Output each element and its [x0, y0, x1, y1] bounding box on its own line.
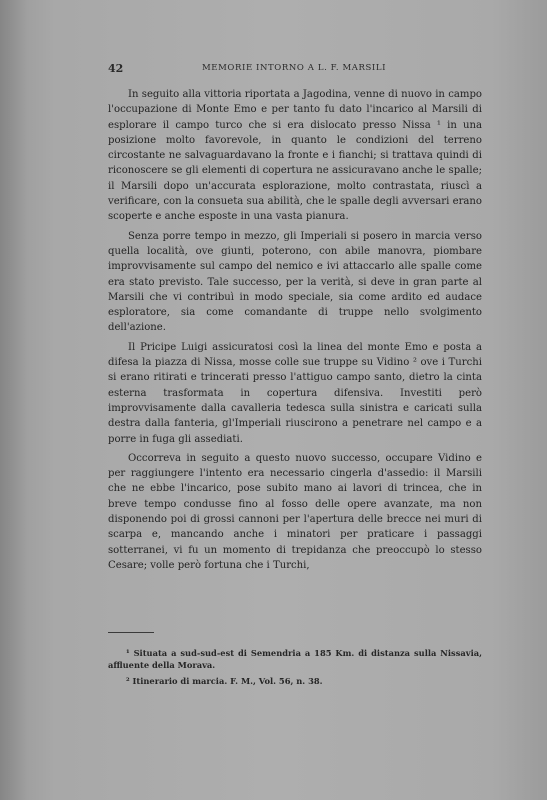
main-text	[108, 87, 482, 573]
page-number: 42	[108, 62, 124, 75]
page-shadow	[0, 0, 28, 800]
paragraph-3: Il Pricipe Luigi assicuratosi così la linea del monte Emo e posta a difesa la piazza di Nissa, mosse colle sue truppe su Vidino ² ove i Turchi si erano ritirati e trincerati presso l'attiguo campo santo, dietro la cinta esterna trasformata in copertura difensiva. Investiti però improvvisamente dalla cavalleria tedesca sulla sinistra e caricati sulla destra dalla fanteria, gl'Imperiali riuscirono a penetrare nel campo e a porre in fuga gli assediati.	[108, 341, 482, 445]
footnote-divider	[108, 632, 154, 633]
running-title: MEMORIE INTORNO A L. F. MARSILI	[202, 63, 387, 73]
footnotes	[108, 647, 482, 690]
paragraph-2: Senza porre tempo in mezzo, gli Imperiali si posero in marcia verso quella località, ove giunti, poterono, con abile manovra, piombare improvvisamente sul campo del nemico e ivi attaccarlo alle spalle come era stato previsto. Tale successo, per la verità, si deve in gran parte al Marsili che vi contribuì in modo speciale, sia come ardito ed audace esploratore, sia come comandante di truppe nello svolgimento dell'azione.	[108, 230, 482, 334]
page-header	[108, 62, 484, 76]
paragraph-1: In seguito alla vittoria riportata a Jagodina, venne di nuovo in campo l'occupazione di Monte Emo e per tanto fu dato l'incarico al Marsili di esplorare il campo turco che si era dislocato presso Nissa ¹ in una posizione molto favorevole, in quanto le condizioni del terreno circostante ne salvaguardavano la fronte e i fianchi; si trattava quindi di riconoscere se gli elementi di copertura ne assicuravano anche le spalle; il Marsili dopo un'accurata esplorazione, molto contrastata, riuscì a verificare, con la consueta sua abilità, che le spalle degli avversari erano scoperte e anche esposte in una vasta pianura.	[108, 89, 482, 223]
footnote-2: ² Itinerario di marcia. F. M., Vol. 56, n. 38.	[126, 675, 323, 686]
footnote-1: ¹ Situata a sud-sud-est di Semendria a 185 Km. di distanza sulla Nissavia, affluente della Morava.	[108, 648, 482, 671]
paragraph-4: Occorreva in seguito a questo nuovo successo, occupare Vidino e per raggiungere l'intento era necessario cingerla d'assedio: il Marsili che ne ebbe l'incarico, pose subito mano ai lavori di trincea, che in breve tempo condusse fino al fosso delle opere avanzate, ma non disponendo poi di grossi cannoni per l'apertura delle brecce nei muri di scarpa e, mancando anche i minatori per praticare i passaggi sotterranei, vi fu un momento di trepidanza che preoccupò lo stesso Cesare; volle però fortuna che i Turchi,	[108, 452, 482, 571]
